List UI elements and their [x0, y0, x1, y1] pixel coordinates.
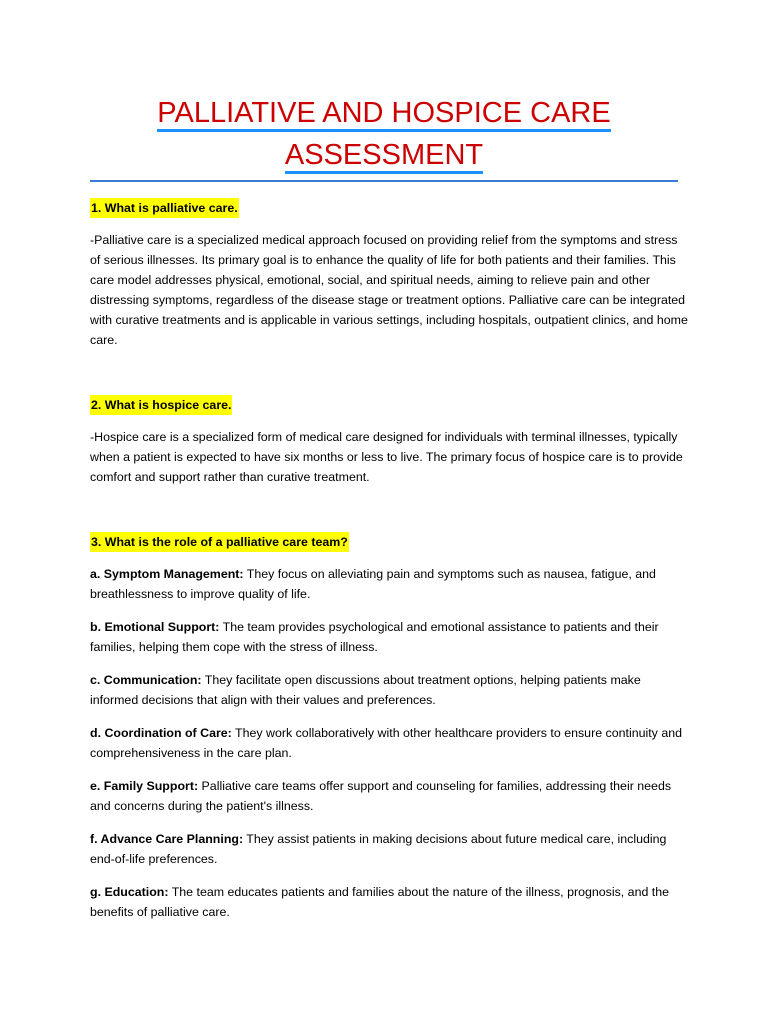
question-3	[90, 532, 690, 552]
list-item-label: d. Coordination of Care:	[90, 726, 232, 740]
list-item-text: They work collaboratively with other healthcare providers to ensure continuity and comprehensiveness in the care plan.	[90, 726, 682, 760]
list-item-label: a. Symptom Management:	[90, 567, 244, 581]
list-item	[90, 829, 690, 869]
list-item-text: The team provides psychological and emotional assistance to patients and their families, helping them cope with the stress of illness.	[90, 620, 659, 654]
horizontal-rule	[90, 180, 678, 182]
question-2-heading: 2. What is hospice care.	[90, 395, 232, 415]
list-item	[90, 723, 690, 763]
list-item-text: They assist patients in making decisions about future medical care, including end-of-life preferences.	[90, 832, 667, 866]
list-item-text: They focus on alleviating pain and symptoms such as nausea, fatigue, and breathlessness to improve quality of life.	[90, 567, 656, 601]
list-item-label: b. Emotional Support:	[90, 620, 220, 634]
question-1-heading: 1. What is palliative care.	[90, 198, 239, 218]
list-item-label: e. Family Support:	[90, 779, 199, 793]
list-item	[90, 564, 690, 604]
list-item-text: Palliative care teams offer support and counseling for families, addressing their needs and concerns during the patient's illness.	[90, 779, 672, 813]
answer-2: -Hospice care is a specialized form of medical care designed for individuals with terminal illnesses, typically when a patient is expected to have six months or less to live. The primary focus of hospice care is to provide comfort and support rather than curative treatment.	[90, 430, 683, 484]
title-line-2: ASSESSMENT	[285, 139, 483, 174]
list-item-text: They facilitate open discussions about treatment options, helping patients make informed decisions that align with their values and preferences.	[90, 673, 641, 707]
list-item-label: c. Communication:	[90, 673, 202, 687]
list-item	[90, 617, 690, 657]
answer-1: -Palliative care is a specialized medical approach focused on providing relief from the symptoms and stress of serious illnesses. Its primary goal is to enhance the quality of life for both patients and their families. This care model addresses physical, emotional, social, and spiritual needs, aiming to relieve pain and other distressing symptoms, regardless of the disease stage or treatment options. Palliative care can be integrated with curative treatments and is applicable in various settings, including hospitals, outpatient clinics, and home care.	[90, 233, 688, 347]
page-title	[0, 92, 768, 176]
question-1	[90, 198, 690, 218]
list-item-text: The team educates patients and families about the nature of the illness, prognosis, and the benefits of palliative care.	[90, 885, 670, 919]
title-line-1: PALLIATIVE AND HOSPICE CARE	[157, 97, 610, 132]
list-item	[90, 776, 690, 816]
list-item	[90, 670, 690, 710]
document-body	[90, 198, 690, 935]
list-item-label: g. Education:	[90, 885, 169, 899]
list-item	[90, 882, 690, 922]
list-item-label: f. Advance Care Planning:	[90, 832, 244, 846]
question-3-heading: 3. What is the role of a palliative care team?	[90, 532, 349, 552]
question-2	[90, 395, 690, 415]
